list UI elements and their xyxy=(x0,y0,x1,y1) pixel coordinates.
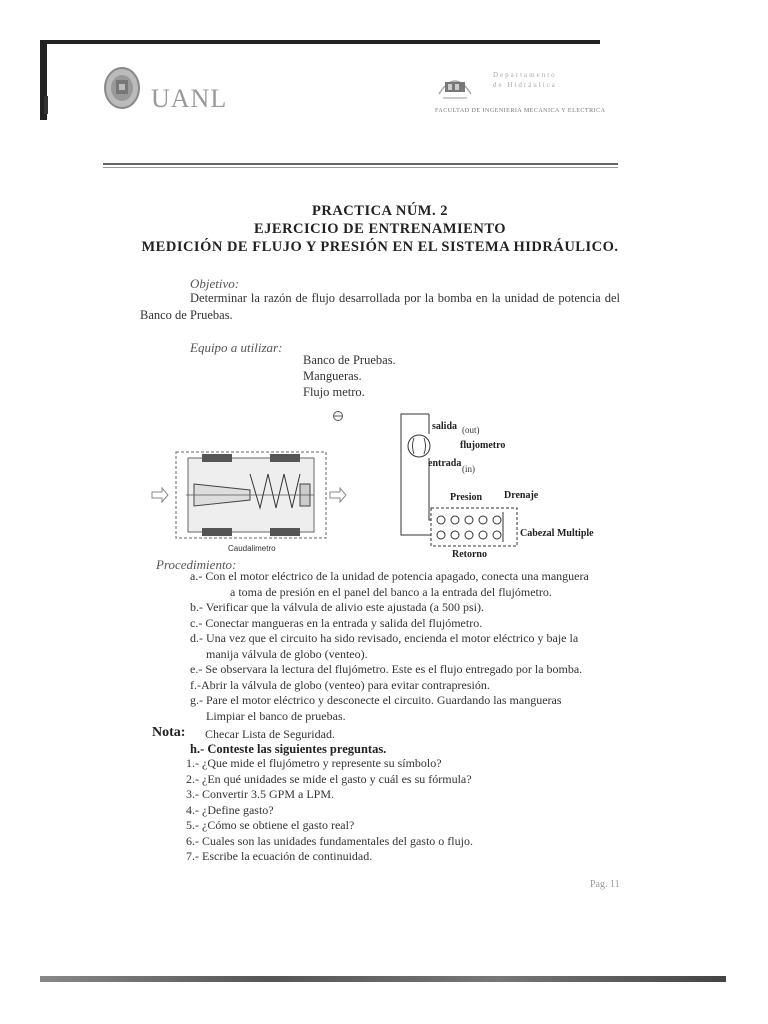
hydraulic-circuit-diagram xyxy=(395,410,525,550)
in-label: (in) xyxy=(462,464,475,474)
drenaje-label: Drenaje xyxy=(504,490,539,501)
fime-logo-icon xyxy=(435,66,475,106)
page-header xyxy=(103,66,618,126)
university-name: UANL xyxy=(151,84,228,113)
questions-list xyxy=(186,756,473,865)
equipment-list xyxy=(303,352,396,400)
out-label: (out) xyxy=(462,425,480,435)
page-number: Pag. 11 xyxy=(590,879,620,890)
equipment-item: Banco de Pruebas. xyxy=(303,353,396,367)
scan-bottom-edge xyxy=(40,976,726,982)
question-item: 2.- ¿En qué unidades se mide el gasto y cuál es su fórmula? xyxy=(186,771,472,786)
procedure-step: g.- Pare el motor eléctrico y desconecte el circuito. Guardando las mangueras Limpiar el banco de pruebas. xyxy=(190,693,562,723)
equipment-item: Mangueras. xyxy=(303,369,362,383)
scan-left-mark xyxy=(44,96,48,114)
procedure-step: b.- Verificar que la válvula de alivio este ajustada (a 500 psi). xyxy=(190,600,485,614)
cabezal-label: Cabezal Multiple xyxy=(520,528,594,539)
salida-label: salida xyxy=(432,421,458,432)
question-item: 5.- ¿Cómo se obtiene el gasto real? xyxy=(186,818,355,832)
question-item: 7.- Escribe la ecuación de continuidad. xyxy=(186,849,373,863)
retorno-label: Retorno xyxy=(452,549,487,560)
question-item: 4.- ¿Define gasto? xyxy=(186,802,274,817)
practice-titles xyxy=(120,202,640,256)
question-item: 1.- ¿Que mide el flujómetro y represente su símbolo? xyxy=(186,756,442,770)
objetivo-label: Objetivo: xyxy=(190,276,240,291)
objetivo-text: Determinar la razón de flujo desarrollada por la bomba en la unidad de potencia del Banco de Pruebas. xyxy=(140,291,620,322)
procedure-steps xyxy=(190,569,620,724)
nota-text: Checar Lista de Seguridad. xyxy=(205,727,335,741)
small-symbol-icon xyxy=(332,410,344,422)
entrada-label: entrada xyxy=(428,458,462,469)
equipment-item: Flujo metro. xyxy=(303,385,365,399)
procedure-step: f.-Abrir la válvula de globo (venteo) para evitar contrapresión. xyxy=(190,677,490,692)
flujometro-label: flujometro xyxy=(460,440,506,451)
title-line-3: MEDICIÓN DE FLUJO Y PRESIÓN EN EL SISTEMA HIDRÁULICO. xyxy=(141,239,619,255)
department-name: Departamento de Hidráulica xyxy=(493,71,557,89)
header-rule xyxy=(103,163,618,165)
caudalimetro-diagram xyxy=(150,448,350,544)
question-item: 6.- Cuales son las unidades fundamentales del gasto o flujo. xyxy=(186,833,473,848)
procedimiento-label: Procedimiento: xyxy=(156,557,237,572)
question-item: 3.- Convertir 3.5 GPM a LPM. xyxy=(186,787,334,801)
uanl-seal-icon xyxy=(103,66,141,110)
procedure-step: e.- Se observara la lectura del flujómetro. Este es el flujo entregado por la bomba. xyxy=(190,662,583,676)
header-rule-thin xyxy=(103,167,618,168)
caudalimetro-label: Caudalimetro xyxy=(228,544,276,553)
scan-top-edge xyxy=(40,40,600,44)
procedure-step: a.- Con el motor eléctrico de la unidad de potencia apagado, conecta una manguera a toma de presión en el panel del banco a la entrada del flujómetro. xyxy=(190,569,589,599)
title-line-1: PRACTICA NÚM. 2 xyxy=(312,203,448,219)
procedure-step: c.- Conectar mangueras en la entrada y salida del flujómetro. xyxy=(190,615,483,630)
presion-label: Presion xyxy=(450,492,483,503)
title-line-2: EJERCICIO DE ENTRENAMIENTO xyxy=(253,221,507,237)
questions-heading: h.- Conteste las siguientes preguntas. xyxy=(190,742,387,756)
faculty-name: FACULTAD DE INGENIERIA MECANICA Y ELECTRICA xyxy=(435,108,606,114)
nota-label: Nota: xyxy=(152,725,186,740)
procedure-step: d.- Una vez que el circuito ha sido revisado, encienda el motor eléctrico y baje la manija válvula de globo (venteo). xyxy=(190,631,579,661)
equipo-label: Equipo a utilizar: xyxy=(190,340,283,355)
